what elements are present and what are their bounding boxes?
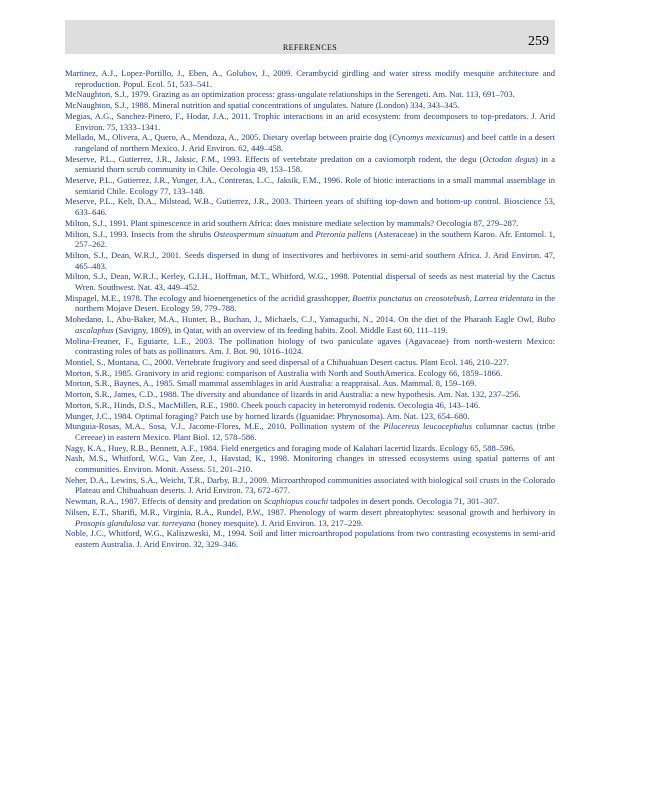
reference-entry: Morton, S.R., James, C.D., 1988. The diversity and abundance of lizards in arid Australia: a new hypothesis. Am. Nat. 132, 237–256. xyxy=(65,389,521,400)
running-header xyxy=(65,20,555,54)
reference-entry: Molina-Freaner, F., Eguiarte, L.E., 2003. The pollination biology of two paniculate agaves (Agavaceae) from north-western Mexico: contrasting roles of bats as pollinators. Am. J. Bot. 90, 1016–1024. xyxy=(65,335,555,357)
reference-entry: Munguia-Rosas, M.A., Sosa, V.J., Jacome-Flores, M.E., 2010. Pollination system of the Pilocereus leucocephalus columnar cactus (tribe Cereeae) in eastern Mexico. Plant Biol. 12, 578–586. xyxy=(65,421,555,442)
reference-entry: Megias, A.G., Sanchez-Pinero, F., Hodar, J.A., 2011. Trophic interactions in an arid ecosystem: from decomposers to top-predators. J. Arid Environ. 75, 1333–1341. xyxy=(65,110,555,132)
reference-entry: Meserve, P.L., Gutierrez, J.R., Yunger, J.A., Contreras, L.C., Jaksik, F.M., 1996. Role of biotic interactions in a small mammal assemblage in semiarid Chile. Ecology 77, 133–148. xyxy=(65,175,555,196)
reference-entry: Milton, S.J., 1991. Plant spinescence in arid southern Africa: does moisture mediate selection by mammals? Oecologia 87, 279–287. xyxy=(65,217,519,228)
reference-entry: Mohedano, I., Abu-Baker, M.A., Hunter, B., Buchan, J., Michaels, C.J., Yamaguchi, N., 2014. On the diet of the Pharaoh Eagle Owl, Bubo ascalaphus (Savigny, 1809), in Qatar, with an overview of its feeding habits. Zool. Middle East 60, 111–119. xyxy=(65,314,555,335)
reference-entry: Munger, J.C., 1984. Optimal foraging? Patch use by horned lizards (Iguanidae: Phrynosoma). Am. Nat. 123, 654–680. xyxy=(65,410,470,421)
reference-entry: Mellado, M., Olivera, A., Quero, A., Mendoza, A., 2005. Dietary overlap between prairie dog (Cynomys mexicanus) and beef cattle in a desert rangeland of northern Mexico. J. Arid Environ. 62, 449–458. xyxy=(65,132,555,153)
reference-entry: Martinez, A.J., Lopez-Portillo, J., Eben, A., Golubov, J., 2009. Cerambycid girdling and water stress modify mesquite architecture and reproduction. Popul. Ecol. 51, 533–541. xyxy=(65,68,555,89)
reference-entry: Meserve, P.L., Gutierrez, J.R., Jaksic, F.M., 1993. Effects of vertebrate predation on a caviomorph rodent, the degu (Octodon degus) in a semiarid thorn scrub community in Chile. Oecologia 49, 153–158. xyxy=(65,153,556,175)
reference-entry: McNaughton, S.J., 1988. Mineral nutrition and spatial concentrations of ungulates. Nature (London) 334, 343–345. xyxy=(65,100,460,111)
reference-entry: Morton, S.R., Baynes, A., 1985. Small mammal assemblages in arid Australia: a reappraisal. Aus. Mammal. 8, 159–169. xyxy=(65,378,477,389)
page-number: 259 xyxy=(528,34,549,49)
reference-entry: Morton, S.R., Hinds, D.S., MacMillen, R.E., 1980. Cheek pouch capacity in heteromyid rodents. Oecologia 46, 143–146. xyxy=(65,399,481,410)
reference-entry: Noble, J.C., Whitford, W.G., Kaliszweski, M., 1994. Soil and litter microarthropod populations from two contrasting ecosystems in semi-arid eastern Australia. J. Arid Environ. 32, 329–346. xyxy=(65,528,555,549)
reference-entry: Meserve, P.L., Kelt, D.A., Milstead, W.B., Gutierrez, J.R., 2003. Thirteen years of shifting top-down and bottom-up control. Bioscience 53, 633–646. xyxy=(65,196,555,218)
reference-entry: Nagy, K.A., Huey, R.B., Bennett, A.F., 1984. Field energetics and foraging mode of Kalahari lacertid lizards. Ecology 65, 588–596. xyxy=(65,442,515,453)
section-title: REFERENCES xyxy=(282,43,338,52)
reference-entry: Montiel, S., Montana, C., 2000. Vertebrate frugivory and seed dispersal of a Chihuahuan Desert cactus. Plant Ecol. 146, 210–227. xyxy=(65,356,509,367)
reference-entry: Milton, S.J., 1993. Insects from the shrubs Osteospermum sinuatum and Pteronia pallens (Asteraceae) in the southern Karoo. Afr. Entomol. 1, 257–262. xyxy=(65,228,555,250)
reference-entry: Newman, R.A., 1987. Effects of density and predation on Scaphiopus couchi tadpoles in desert ponds. Oecologia 71, 301–307. xyxy=(65,496,500,507)
reference-entry: McNaughton, S.J., 1979. Grazing as an optimization process: grass-ungulate relationships in the Serengeti. Am. Nat. 113, 691–703. xyxy=(65,89,515,100)
reference-entry: Nash, M.S., Whitford, W.G., Van Zee, J., Havstad, K., 1998. Monitoring changes in stressed ecosystems using spatial patterns of ant communities. Environ. Monit. Assess. 51, 201–210. xyxy=(65,453,555,475)
reference-entry: Nilsen, E.T., Sharifi, M.R., Virginia, R.A., Rundel, P.W., 1987. Phenology of warm desert phreatophytes: seasonal growth and herbivory in Prosopis glandulosa var. torreyana (honey mesquite). J. Arid Environ. 13, 217–229. xyxy=(65,506,555,528)
reference-entry: Milton, S.J., Dean, W.R.J., 2001. Seeds dispersed in dung of insectivores and herbivores in semi-arid southern Africa. J. Arid Environ. 47, 465–483. xyxy=(65,249,555,271)
reference-entry: Mispagel, M.E., 1978. The ecology and bioenergenetics of the acridid grasshopper, Boettix punctatus on creosotebush, Larrea tridentata in the northern Mojave Desert. Ecology 59, 779–788. xyxy=(65,292,555,314)
reference-entry: Neher, D.A., Lewins, S.A., Weicht, T.R., Darby, B.J., 2009. Microarthropod communities associated with biological soil crusts in the Colorado Plateau and Chihuahuan deserts. J. Arid Environ. 73, 672–677. xyxy=(65,474,555,496)
reference-entry: Milton, S.J., Dean, W.R.J., Kerley, G.I.H., Hoffman, M.T., Whitford, W.G., 1998. Potential dispersal of seeds as nest material by the Cactus Wren. Southwest. Nat. 43, 449–452. xyxy=(65,271,555,293)
reference-list xyxy=(65,68,555,550)
reference-entry: Morton, S.R., 1985. Granivory in arid regions: comparison of Australia with North and SouthAmerica. Ecology 66, 1859–1866. xyxy=(65,367,503,378)
